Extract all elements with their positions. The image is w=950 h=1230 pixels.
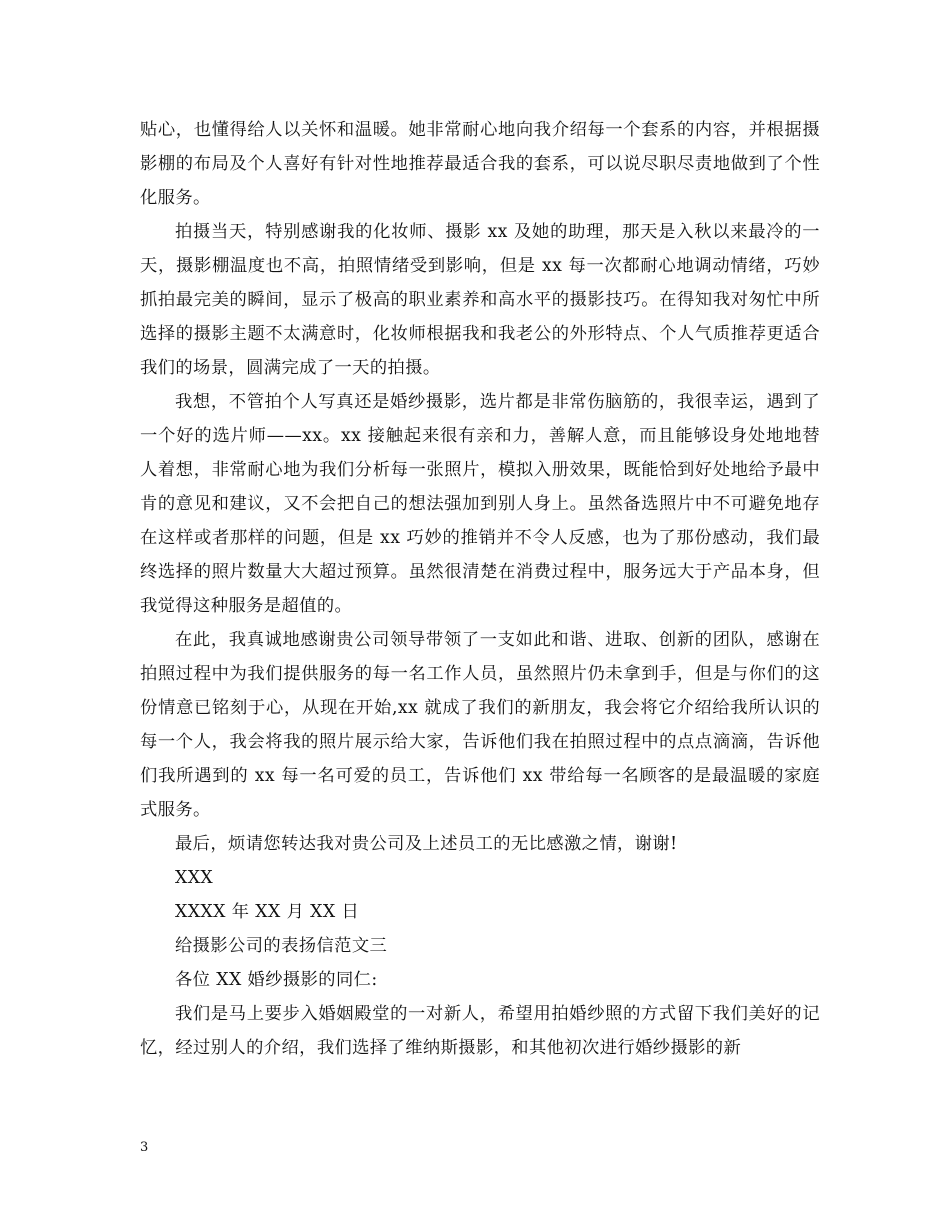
salutation: 各位 XX 婚纱摄影的同仁: <box>175 970 378 990</box>
paragraph-4: 在此，我真诚地感谢贵公司领导带领了一支如此和谐、进取、创新的团队，感谢在拍照过程中为我们提供服务的每一名工作人员，虽然照片仍未拿到手，但是与你们的这份情意已铭刻于心，从现在开始,xx 就成了我们的新朋友，我会将它介绍给我所认识的每一个人，我会将我的照片展示给大家，告诉他们我在拍照过程中的点点滴滴，告诉他们我所遇到的 xx 每一名可爱的员工，告诉他们 xx 带给每一名顾客的是最温暖的家庭式服务。 <box>140 630 820 820</box>
signature-date: XXXX 年 XX 月 XX 日 <box>175 902 360 922</box>
paragraph-5: 我们是马上要步入婚姻殿堂的一对新人，希望用拍婚纱照的方式留下我们美好的记忆，经过别人的介绍，我们选择了维纳斯摄影，和其他初次进行婚纱摄影的新 <box>140 1004 820 1058</box>
page-number: 3 <box>140 1140 149 1155</box>
paragraph-3: 我想，不管拍个人写真还是婚纱摄影，选片都是非常伤脑筋的，我很幸运，遇到了一个好的选片师——xx。xx 接触起来很有亲和力，善解人意，而且能够设身处地地替人着想，非常耐心地为我们分析每一张照片，模拟入册效果，既能恰到好处地给予最中肯的意见和建议，又不会把自己的想法强加到别人身上。虽然备选照片中不可避免地存在这样或者那样的问题，但是 xx 巧妙的推销并不令人反感，也为了那份感动，我们最终选择的照片数量大大超过预算。虽然很清楚在消费过程中，服务远大于产品本身，但我觉得这种服务是超值的。 <box>140 392 820 616</box>
closing-line: 最后，烦请您转达我对贵公司及上述员工的无比感激之情，谢谢! <box>175 834 678 854</box>
paragraph-1: 贴心，也懂得给人以关怀和温暖。她非常耐心地向我介绍每一个套系的内容，并根据摄影棚的布局及个人喜好有针对性地推荐最适合我的套系，可以说尽职尽责地做到了个性化服务。 <box>140 120 820 208</box>
signature-name: XXX <box>175 868 214 888</box>
paragraph-2: 拍摄当天，特别感谢我的化妆师、摄影 xx 及她的助理，那天是入秋以来最冷的一天，摄影棚温度也不高，拍照情绪受到影响，但是 xx 每一次都耐心地调动情绪，巧妙抓拍最完美的瞬间，显示了极高的职业素养和高水平的摄影技巧。在得知我对匆忙中所选择的摄影主题不太满意时，化妆师根据我和我老公的外形特点、个人气质推荐更适合我们的场景，圆满完成了一天的拍摄。 <box>140 222 820 378</box>
section-heading: 给摄影公司的表扬信范文三 <box>175 936 388 956</box>
letter-body <box>140 113 820 1065</box>
